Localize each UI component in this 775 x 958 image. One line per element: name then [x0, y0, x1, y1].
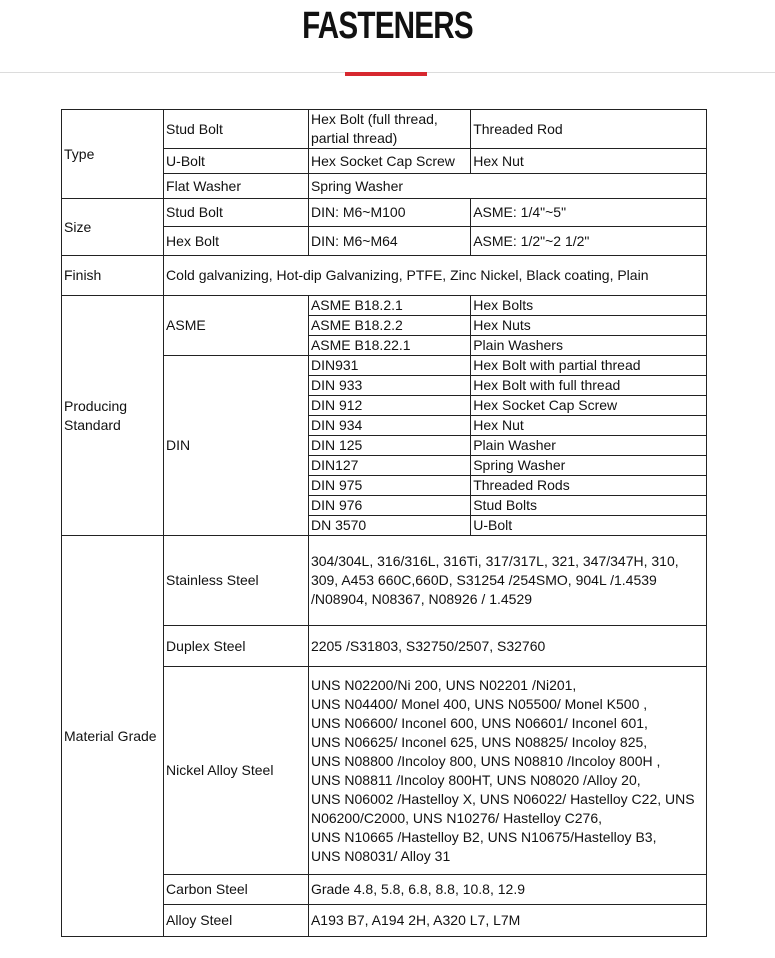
material-type-carbon: Carbon Steel [164, 875, 309, 905]
table-cell: ASME: 1/2"~2 1/2" [471, 227, 707, 256]
table-cell: ASME B18.2.1 [308, 296, 470, 316]
table-cell: Stud Bolt [164, 199, 309, 227]
grade-line: N06200/C2000, UNS N10276/ Hastelloy C276, [310, 809, 603, 826]
table-cell: Hex Bolt [164, 227, 309, 256]
table-cell: Hex Bolt (full thread, partial thread) [308, 110, 470, 149]
page-title: FASTENERS [302, 5, 473, 47]
table-cell: DIN 975 [308, 476, 470, 496]
table-cell: Hex Socket Cap Screw [471, 396, 707, 416]
grade-line: UNS N02200/Ni 200, UNS N02201 /Ni201, [310, 676, 577, 693]
table-cell: Hex Nut [471, 416, 707, 436]
grade-line: UNS N08800 /Incoloy 800, UNS N08810 /Incoloy 800H , [310, 752, 661, 769]
table-row [62, 199, 707, 227]
table-cell: DIN 933 [308, 376, 470, 396]
table-cell: DIN 912 [308, 396, 470, 416]
material-type-nickel: Nickel Alloy Steel [164, 667, 309, 875]
table-cell: Stud Bolts [471, 496, 707, 516]
table-cell: ASME B18.22.1 [308, 336, 470, 356]
material-grades-duplex: 2205 /S31803, S32750/2507, S32760 [308, 626, 706, 667]
table-row [62, 536, 707, 626]
row-label-producing-standard [62, 296, 164, 536]
grade-line: 304/304L, 316/316L, 316Ti, 317/317L, 321, 347/347H, 310, [310, 553, 679, 569]
grade-line: UNS N08031/ Alloy 31 [310, 847, 451, 864]
table-cell: Hex Bolt with full thread [471, 376, 707, 396]
fasteners-spec-table [61, 109, 707, 937]
row-label-line: Producing [64, 397, 128, 414]
row-label-line: Standard [64, 416, 121, 433]
material-type-alloy: Alloy Steel [164, 905, 309, 937]
row-label-type: Type [62, 110, 164, 199]
standard-group-asme: ASME [164, 296, 309, 356]
grade-line: UNS N06625/ Inconel 625, UNS N08825/ Incoloy 825, [310, 733, 648, 750]
material-type-stainless: Stainless Steel [164, 536, 309, 626]
title-accent-bar [345, 72, 427, 76]
table-cell: Hex Nuts [471, 316, 707, 336]
table-cell: Cold galvanizing, Hot-dip Galvanizing, PTFE, Zinc Nickel, Black coating, Plain [164, 256, 707, 296]
table-cell: DIN: M6~M64 [308, 227, 470, 256]
table-cell: Hex Bolt with partial thread [471, 356, 707, 376]
table-cell: DIN 125 [308, 436, 470, 456]
table-cell: ASME: 1/4"~5" [471, 199, 707, 227]
table-cell: ASME B18.2.2 [308, 316, 470, 336]
material-type-duplex: Duplex Steel [164, 626, 309, 667]
table-cell: DIN931 [308, 356, 470, 376]
table-cell: Hex Socket Cap Screw [308, 149, 470, 174]
grade-line: UNS N10665 /Hastelloy B2, UNS N10675/Hastelloy B3, [310, 828, 657, 845]
table-cell: Threaded Rod [471, 110, 707, 149]
table-cell: U-Bolt [471, 516, 707, 536]
grade-line: /N08904, N08367, N08926 / 1.4529 [310, 591, 533, 607]
table-cell: DIN 976 [308, 496, 470, 516]
table-cell: Plain Washers [471, 336, 707, 356]
table-cell: DIN127 [308, 456, 470, 476]
grade-line: UNS N04400/ Monel 400, UNS N05500/ Monel K500 , [310, 695, 648, 712]
row-label-size: Size [62, 199, 164, 256]
grade-line: UNS N06600/ Inconel 600, UNS N06601/ Inconel 601, [310, 714, 648, 731]
material-grades-carbon: Grade 4.8, 5.8, 6.8, 8.8, 10.8, 12.9 [308, 875, 706, 905]
table-cell: Threaded Rods [471, 476, 707, 496]
material-grades-alloy: A193 B7, A194 2H, A320 L7, L7M [308, 905, 706, 937]
table-row [62, 110, 707, 149]
table-cell: DIN: M6~M100 [308, 199, 470, 227]
table-cell: U-Bolt [164, 149, 309, 174]
grade-line: UNS N06002 /Hastelloy X, UNS N06022/ Hastelloy C22, UNS [310, 790, 695, 807]
table-cell: Flat Washer [164, 174, 309, 199]
grade-line: 309, A453 660C,660D, S31254 /254SMO, 904L /1.4539 [310, 572, 657, 588]
table-cell: Stud Bolt [164, 110, 309, 149]
table-cell: Plain Washer [471, 436, 707, 456]
table-cell: DN 3570 [308, 516, 470, 536]
material-grades-nickel [308, 667, 706, 875]
table-cell: Hex Bolts [471, 296, 707, 316]
material-grades-stainless [308, 536, 706, 626]
table-row [62, 256, 707, 296]
table-row [62, 296, 707, 316]
table-cell: Spring Washer [308, 174, 706, 199]
table-cell: Spring Washer [471, 456, 707, 476]
table-cell: DIN 934 [308, 416, 470, 436]
standard-group-din: DIN [164, 356, 309, 536]
table-cell: Hex Nut [471, 149, 707, 174]
row-label-finish: Finish [62, 256, 164, 296]
grade-line: UNS N08811 /Incoloy 800HT, UNS N08020 /Alloy 20, [310, 771, 641, 788]
row-label-material-grade: Material Grade [62, 536, 164, 937]
